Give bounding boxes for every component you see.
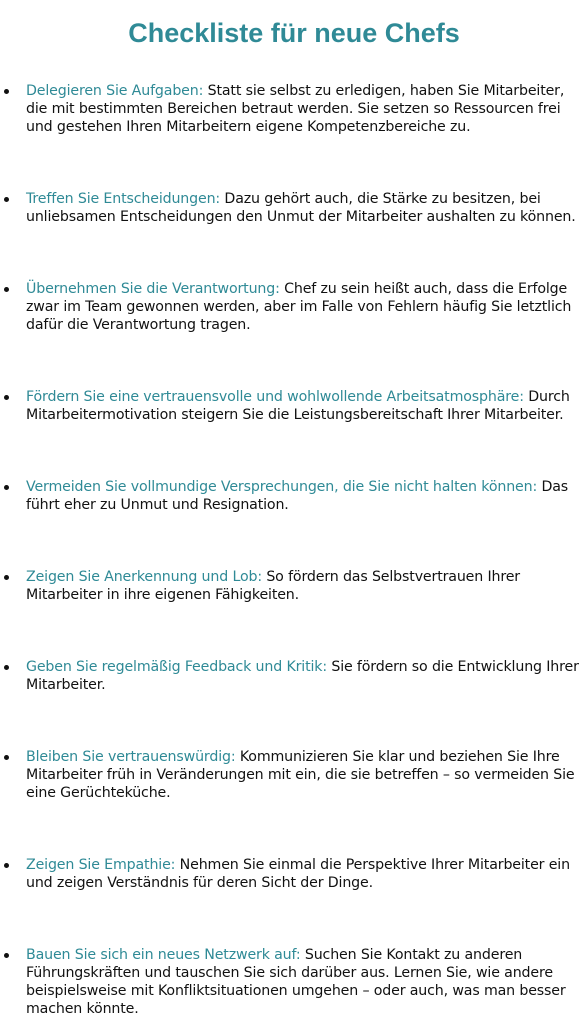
item-heading: Geben Sie regelmäßig Feedback und Kritik: — [26, 659, 327, 675]
bullet-icon — [4, 575, 9, 580]
item-heading: Treffen Sie Entscheidungen: — [26, 191, 221, 207]
checklist-item-trust — [0, 748, 588, 802]
item-text: Kommunizieren Sie klar und beziehen Sie Ihre Mitarbeiter früh in Veränderungen mit ein, die sie betreffen – so vermeiden Sie eine Gerüchteküche. — [26, 749, 575, 801]
checklist-item-decide — [0, 190, 588, 226]
bullet-icon — [4, 287, 9, 292]
item-text: Nehmen Sie einmal die Perspektive Ihrer Mitarbeiter ein und zeigen Verständnis für deren Sicht der Dinge. — [26, 857, 570, 891]
item-heading: Übernehmen Sie die Verantwortung: — [26, 281, 280, 297]
checklist-item-promises — [0, 478, 588, 514]
bullet-icon — [4, 485, 9, 490]
item-text: Das führt eher zu Unmut und Resignation. — [26, 479, 569, 513]
bullet-icon — [4, 863, 9, 868]
item-heading: Bleiben Sie vertrauenswürdig: — [26, 749, 236, 765]
bullet-icon — [4, 89, 9, 94]
checklist-item-network — [0, 946, 588, 1018]
item-heading: Zeigen Sie Empathie: — [26, 857, 176, 873]
item-text: Statt sie selbst zu erledigen, haben Sie Mitarbeiter, die mit bestimmten Bereichen betraut werden. Sie setzen so Ressourcen frei und gestehen Ihren Mitarbeitern eigene Kompetenzbereiche zu. — [26, 83, 565, 135]
item-text: Dazu gehört auch, die Stärke zu besitzen, bei unliebsamen Entscheidungen den Unmut der Mitarbeiter aushalten zu können. — [26, 191, 576, 225]
item-heading: Bauen Sie sich ein neues Netzwerk auf: — [26, 947, 301, 963]
item-text: Durch Mitarbeitermotivation steigern Sie die Leistungsbereitschaft Ihrer Mitarbeiter. — [26, 389, 570, 423]
item-text: Suchen Sie Kontakt zu anderen Führungskräften und tauschen Sie sich darüber aus. Lernen Sie, wie andere beispielsweise mit Konfliktsituationen umgehen – oder auch, was man besser machen könnte. — [26, 947, 566, 1017]
item-text: So fördern das Selbstvertrauen Ihrer Mitarbeiter in ihre eigenen Fähigkeiten. — [26, 569, 520, 603]
bullet-icon — [4, 197, 9, 202]
item-heading: Vermeiden Sie vollmundige Versprechungen, die Sie nicht halten können: — [26, 479, 538, 495]
checklist-item-atmosphere — [0, 388, 588, 424]
item-heading: Zeigen Sie Anerkennung und Lob: — [26, 569, 262, 585]
item-text: Chef zu sein heißt auch, dass die Erfolge zwar im Team gewonnen werden, aber im Falle von Fehlern häufig Sie letztlich dafür die Verantwortung tragen. — [26, 281, 572, 333]
bullet-icon — [4, 395, 9, 400]
page-title: Checkliste für neue Chefs — [128, 18, 460, 49]
checklist-item-empathy — [0, 856, 588, 892]
item-heading: Fördern Sie eine vertrauensvolle und wohlwollende Arbeitsatmosphäre: — [26, 389, 524, 405]
item-heading: Delegieren Sie Aufgaben: — [26, 83, 204, 99]
bullet-icon — [4, 665, 9, 670]
bullet-icon — [4, 953, 9, 958]
checklist-item-feedback — [0, 658, 588, 694]
checklist-item-recognition — [0, 568, 588, 604]
item-text: Sie fördern so die Entwicklung Ihrer Mitarbeiter. — [26, 659, 579, 693]
checklist-item-responsibility — [0, 280, 588, 334]
checklist-item-delegate — [0, 82, 588, 136]
checklist — [0, 82, 588, 1018]
bullet-icon — [4, 755, 9, 760]
